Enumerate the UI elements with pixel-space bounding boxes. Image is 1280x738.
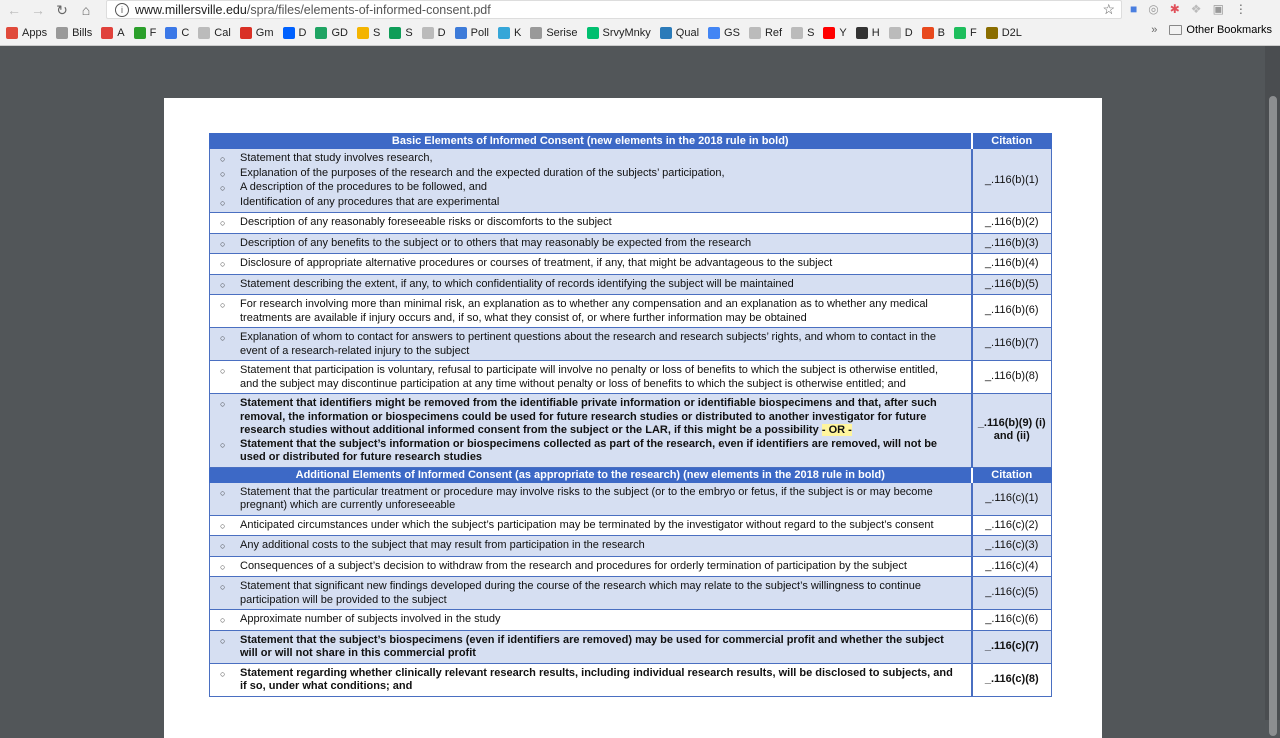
section-header: Additional Elements of Informed Consent (as appropriate to the research) (new elements in the 2018 rule in bold) [210,467,972,482]
citation-cell: _.116(c)(2) [972,515,1052,536]
table-row [210,254,1052,275]
element-cell [210,536,972,557]
bookmark-item[interactable] [101,27,124,39]
additional-header-row [210,467,1052,482]
element-cell [210,630,972,663]
bookmark-label: A [117,27,125,39]
item-text-content: Anticipated circumstances under which the subject’s participation may be terminated by the investigator without regard to the subject’s consent [240,518,934,531]
citation-cell: _.116(b)(7) [972,328,1052,361]
element-cell [210,149,972,213]
bullet-icon: ○ [220,582,226,592]
bookmark-label: SrvyMnky [602,27,651,39]
bookmark-favicon-icon [315,27,327,39]
bookmark-star-icon[interactable]: ☆ [1102,1,1115,17]
list-item [220,580,959,607]
item-text [240,364,959,391]
item-text-content: Any additional costs to the subject that may result from participation in the research [240,539,645,551]
bookmark-label: Gm [255,27,274,39]
item-text-content: Statement that identifiers might be removed from the identifiable private information or identifiable biospecimens and that, after such removal, the information or biospecimens could be used for future research studies or distributed to another investigator for future research studies without additional informed consent from the subject or the LAR, if this might be a possibility [240,397,937,436]
table-row [210,663,1052,696]
element-cell [210,515,972,536]
dropbox-extension-icon[interactable]: ❖ [1190,2,1202,16]
item-text-content: Description of any benefits to the subject or to others that may reasonably be expected from the research [240,236,752,249]
item-text [240,486,959,513]
item-text-content: Statement that the subject’s biospecimens (even if identifiers are removed) may be used for commercial profit and whether the subject will or will not share in this commercial profit [240,633,944,659]
bullet-icon: ○ [220,183,226,193]
table-row [210,556,1052,577]
bookmark-item[interactable] [283,27,307,39]
consent-elements-table [209,133,1052,697]
bookmark-item[interactable] [660,27,699,39]
bookmark-favicon-icon [889,27,901,39]
bookmark-label: S [372,27,381,39]
citation-cell: _.116(c)(8) [972,663,1052,696]
item-text-content: Disclosure of appropriate alternative procedures or courses of treatment, if any, that might be advantageous to the subject [240,257,833,269]
bullet-icon: ○ [220,333,226,343]
list-item [220,667,959,694]
bookmark-item[interactable] [922,27,945,39]
list-item [220,634,959,661]
bookmark-label: D2L [1001,27,1022,39]
list-item [220,539,959,554]
bookmark-label: D [437,27,446,39]
bookmark-favicon-icon [6,27,18,39]
bookmark-favicon-icon [986,27,998,39]
list-item [220,237,959,252]
pinwheel-extension-icon[interactable]: ✱ [1169,2,1180,16]
bookmark-favicon-icon [954,27,966,39]
reload-button[interactable]: ↻ [56,1,68,18]
element-cell [210,577,972,610]
bookmark-item[interactable] [198,27,231,39]
element-cell [210,233,972,254]
element-cell [210,295,972,328]
element-cell [210,328,972,361]
translate-extension-icon[interactable]: ■ [1130,2,1138,16]
bookmark-item[interactable] [315,27,348,39]
item-text [240,397,959,438]
bullet-icon: ○ [220,259,226,269]
list-item [220,278,959,293]
bookmark-label: F [970,27,977,39]
element-cell [210,663,972,696]
item-text [240,560,907,575]
bullet-icon: ○ [220,218,226,228]
bookmark-item[interactable] [530,27,577,39]
bullet-icon: ○ [220,635,226,646]
bullet-icon: ○ [220,520,226,531]
citation-cell: _.116(b)(6) [972,295,1052,328]
bookmark-label: Qual [675,27,700,39]
bookmark-label: Serise [546,27,578,39]
bookmark-favicon-icon [749,27,761,39]
bookmark-label: Apps [22,27,48,39]
citation-cell: _.116(c)(5) [972,577,1052,610]
list-item [220,519,959,534]
item-text-content: Approximate number of subjects involved in the study [240,613,501,625]
scrollbar[interactable] [1265,46,1280,720]
item-text-content: Consequences of a subject’s decision to withdraw from the research and procedures for orderly termination of participation by the subject [240,559,907,572]
list-item [220,181,959,196]
bookmark-label: B [937,27,945,39]
bookmark-item[interactable] [422,27,446,39]
bookmark-favicon-icon [587,27,599,39]
bullet-icon: ○ [220,487,226,498]
list-item [220,257,959,272]
bookmark-item[interactable] [708,27,740,39]
bullet-icon: ○ [220,399,226,409]
bookmark-item[interactable] [791,27,814,39]
bookmark-label: F [149,27,157,39]
bullet-icon: ○ [220,300,226,310]
bookmark-favicon-icon [856,27,868,39]
list-item [220,216,959,231]
citation-header: Citation [972,467,1052,482]
table-row [210,295,1052,328]
item-text [240,298,959,325]
item-text-content: Statement regarding whether clinically relevant research results, including individual research results, will be disclosed to subjects, and if so, under what conditions; and [240,666,953,692]
item-text-content: Statement that the particular treatment or procedure may involve risks to the subject (or to the embryo or fetus, if the subject is or may become pregnant) which are currently unforeseeable [240,485,933,511]
info-icon[interactable]: i [115,3,129,17]
list-item [220,167,959,182]
bookmark-label: D [298,27,307,39]
item-text [240,216,612,231]
bullet-icon: ○ [220,197,226,208]
url-path: /spra/files/elements-of-informed-consent.pdf [246,2,491,17]
item-text [240,613,500,628]
list-item [220,331,959,358]
extensions [1130,2,1247,16]
citation-cell: _.116(b)(8) [972,361,1052,394]
bookmark-favicon-icon [422,27,434,39]
item-text-content: Statement that study involves research, [240,152,433,164]
item-text [240,634,959,661]
item-text-content: Explanation of the purposes of the research and the expected duration of the subjects’ participation, [240,166,725,179]
address-bar[interactable] [106,0,1122,19]
bookmark-favicon-icon [389,27,401,39]
bookmark-label: C [181,27,190,39]
bookmark-item[interactable] [856,27,880,39]
bookmark-item[interactable] [954,27,977,39]
bookmark-favicon-icon [455,27,467,39]
element-cell [210,394,972,468]
citation-cell: _.116(b)(4) [972,254,1052,275]
item-text-content: For research involving more than minimal risk, an explanation as to whether any compensation and an explanation as to whether any medical treatments are available if injury occurs and, if so, what they consist of, or where further information may be obtained [240,298,928,324]
item-text-content: Statement that participation is voluntary, refusal to participate will involve no penalty or loss of benefits to which the subject is otherwise entitled, and the subject may discontinue participation at any time without penalty or loss of benefits to which the subject is otherwise entitled; and [240,364,939,390]
bookmark-favicon-icon [357,27,369,39]
menu-icon[interactable]: ⋮ [1234,2,1247,16]
citation-cell: _.116(b)(5) [972,274,1052,295]
element-cell [210,361,972,394]
table-row [210,610,1052,631]
item-text-content: Identification of any procedures that are experimental [240,195,500,208]
bookmark-label: Y [839,27,847,39]
search-extension-icon[interactable]: ◎ [1148,2,1159,16]
element-cell [210,274,972,295]
item-text [240,152,433,167]
bookmark-favicon-icon [198,27,210,39]
pdf-page [164,98,1102,738]
bookmark-favicon-icon [498,27,510,39]
bookmark-favicon-icon [922,27,934,39]
list-item [220,560,959,575]
bookmark-item[interactable] [389,27,412,39]
bookmark-label: S [807,27,815,39]
back-button[interactable]: ← [7,2,21,18]
bookmark-item[interactable] [165,27,189,39]
bookmark-favicon-icon [660,27,672,39]
element-cell [210,482,972,515]
list-item [220,152,959,167]
bookmark-label: Ref [764,27,783,39]
item-text [240,278,794,293]
bullet-icon: ○ [220,168,226,179]
bookmark-favicon-icon [530,27,542,39]
bookmark-label: K [513,27,522,39]
item-text-content: Statement that the subject’s information or biospecimens collected as part of the research, even if identifiers are removed, will not be used or distributed for future research studies [240,437,938,463]
bookmark-item[interactable] [498,27,521,39]
item-text [240,181,487,196]
nav-bar [0,0,1280,20]
bookmark-label: Poll [470,27,489,39]
bullet-icon: ○ [220,154,226,164]
item-text [240,539,645,554]
overflow-chevron-icon[interactable]: » [1151,24,1158,36]
element-cell [210,610,972,631]
table-row [210,482,1052,515]
section-header: Basic Elements of Informed Consent (new elements in the 2018 rule in bold) [210,134,972,149]
list-item [220,397,959,438]
item-text [240,167,725,182]
item-text [240,257,832,272]
citation-cell: _.116(c)(4) [972,556,1052,577]
bookmark-item[interactable] [889,27,913,39]
bullet-icon: ○ [220,439,226,450]
table-row [210,328,1052,361]
camera-extension-icon[interactable]: ▣ [1212,2,1224,16]
bookmark-favicon-icon [165,27,177,39]
item-text [240,196,499,211]
bookmark-item[interactable] [587,27,651,39]
bookmark-item[interactable] [357,27,380,39]
table-row [210,577,1052,610]
bookmark-label: S [405,27,413,39]
other-bookmarks-label: Other Bookmarks [1186,24,1272,36]
item-text [240,667,959,694]
bullet-icon: ○ [220,366,226,376]
bookmark-favicon-icon [56,27,68,39]
bookmark-item[interactable] [134,27,157,39]
item-text [240,331,959,358]
item-text-content: Statement describing the extent, if any, to which confidentiality of records identifying the subject will be maintained [240,277,794,290]
list-item [220,613,959,628]
bookmark-item[interactable] [240,27,274,39]
folder-icon [1169,25,1182,35]
bookmark-label: Bills [72,27,93,39]
list-item [220,364,959,391]
citation-cell: _.116(c)(1) [972,482,1052,515]
table-row [210,233,1052,254]
bookmark-favicon-icon [791,27,803,39]
bookmarks-bar [6,24,1280,42]
bookmark-item[interactable] [56,27,92,39]
list-item [220,438,959,465]
citation-cell: _.116(b)(2) [972,213,1052,234]
table-row [210,536,1052,557]
item-text-content: Description of any reasonably foreseeable risks or discomforts to the subject [240,216,612,228]
list-item [220,196,959,211]
forward-button[interactable]: → [31,2,45,18]
bullet-icon: ○ [220,561,226,572]
bookmark-favicon-icon [283,27,295,39]
basic-header-row [210,134,1052,149]
bullet-icon: ○ [220,615,226,625]
bookmark-item[interactable] [455,27,489,39]
bookmark-label: GS [724,27,740,39]
item-text-content: Explanation of whom to contact for answers to pertinent questions about the research and research subjects’ rights, and whom to contact in the event of a research-related injury to the subject [240,331,937,357]
list-item [220,486,959,513]
home-button[interactable]: ⌂ [81,2,91,18]
bookmark-favicon-icon [240,27,252,39]
table-row [210,213,1052,234]
item-text [240,519,934,534]
bookmark-item[interactable] [6,27,47,39]
bullet-icon: ○ [220,541,226,551]
scrollbar-thumb[interactable] [1269,96,1277,736]
bullet-icon: ○ [220,668,226,679]
element-cell [210,556,972,577]
or-marker: - OR - [821,424,852,436]
item-text [240,580,959,607]
browser-chrome [0,0,1280,46]
item-text [240,438,959,465]
list-item [220,298,959,325]
table-row [210,274,1052,295]
bookmark-item[interactable] [823,27,846,39]
item-text-content: Statement that significant new findings developed during the course of the research which may relate to the subject’s willingness to continue participation will be provided to the subject [240,580,921,606]
element-cell [210,213,972,234]
bookmark-favicon-icon [134,27,146,39]
bookmark-item[interactable] [749,27,782,39]
element-cell [210,254,972,275]
table-row [210,149,1052,213]
bookmark-favicon-icon [101,27,113,39]
bookmark-favicon-icon [823,27,835,39]
table-row [210,394,1052,468]
bookmark-label: GD [331,27,348,39]
bookmark-label: Cal [214,27,231,39]
bookmark-favicon-icon [708,27,720,39]
table-row [210,361,1052,394]
citation-cell: _.116(b)(3) [972,233,1052,254]
bullet-icon: ○ [220,279,226,290]
url-host: www.millersville.edu [135,2,247,17]
citation-cell: _.116(b)(1) [972,149,1052,213]
table-row [210,515,1052,536]
other-bookmarks[interactable] [1151,24,1272,36]
bookmark-item[interactable] [986,27,1022,39]
table-row [210,630,1052,663]
citation-cell: _.116(b)(9) (i) and (ii) [972,394,1052,468]
bookmark-label: D [904,27,913,39]
citation-cell: _.116(c)(6) [972,610,1052,631]
citation-header: Citation [972,134,1052,149]
citation-cell: _.116(c)(3) [972,536,1052,557]
bullet-icon: ○ [220,238,226,249]
citation-cell: _.116(c)(7) [972,630,1052,663]
item-text-content: A description of the procedures to be followed, and [240,181,488,193]
bookmark-label: H [871,27,880,39]
item-text [240,237,751,252]
